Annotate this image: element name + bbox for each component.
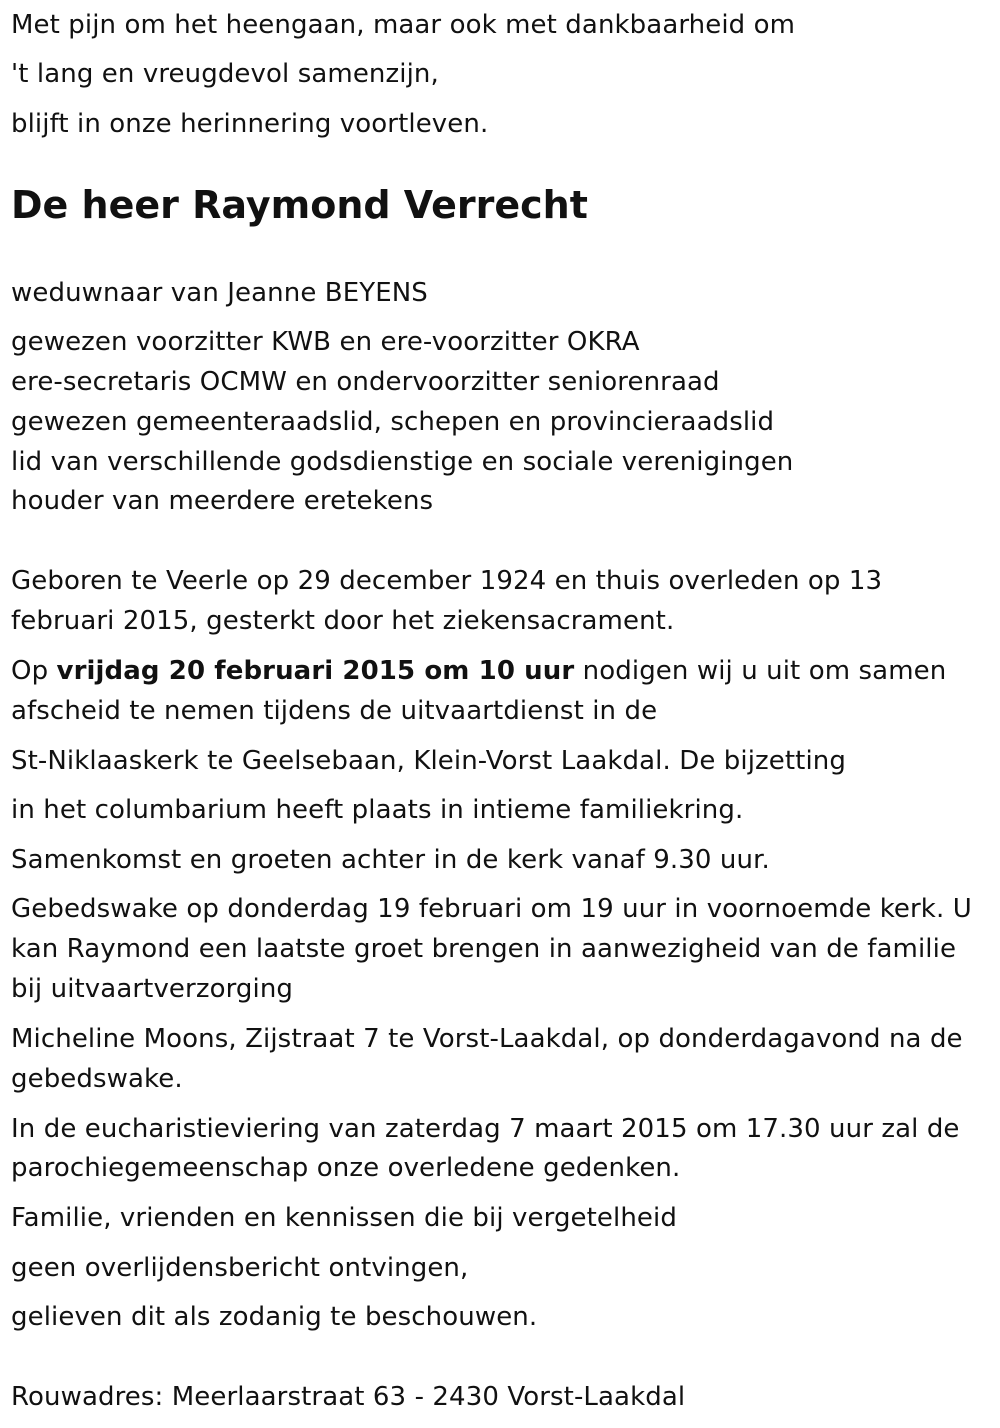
wake-line-1: Gebedswake op donderdag 19 februari om 19 uur in voornoemde kerk. U bbox=[11, 894, 972, 924]
funeral-line-3: St-Niklaaskerk te Geelsebaan, Klein-Vorst Laakdal. De bijzetting bbox=[11, 746, 846, 776]
intro-line-2: 't lang en vreugdevol samenzijn, bbox=[11, 59, 439, 89]
deceased-name: De heer Raymond Verrecht bbox=[11, 183, 588, 227]
closing-line-1: Familie, vrienden en kennissen die bij vergetelheid bbox=[11, 1203, 677, 1233]
eucharist-line-1: In de eucharistieviering van zaterdag 7 maart 2015 om 17.30 uur zal de bbox=[11, 1114, 960, 1144]
funeral-line-1 bbox=[11, 651, 946, 691]
funeral-prefix: Op bbox=[11, 656, 57, 686]
closing-line-3: gelieven dit als zodanig te beschouwen. bbox=[11, 1302, 538, 1332]
funeral-line-5: Samenkomst en groeten achter in de kerk vanaf 9.30 uur. bbox=[11, 845, 770, 875]
birth-line-1: Geboren te Veerle op 29 december 1924 en thuis overleden op 13 bbox=[11, 566, 883, 596]
wake-line-4: Micheline Moons, Zijstraat 7 te Vorst-Laakdal, op donderdagavond na de bbox=[11, 1024, 963, 1054]
role-line-3: gewezen gemeenteraadslid, schepen en provincieraadslid bbox=[11, 407, 775, 437]
role-line-5: houder van meerdere eretekens bbox=[11, 486, 434, 516]
wake-line-2: kan Raymond een laatste groet brengen in aanwezigheid van de familie bbox=[11, 934, 957, 964]
role-line-2: ere-secretaris OCMW en ondervoorzitter seniorenraad bbox=[11, 367, 720, 397]
wake-line-5: gebedswake. bbox=[11, 1064, 183, 1094]
funeral-suffix: nodigen wij u uit om samen bbox=[574, 656, 947, 686]
intro-line-3: blijft in onze herinnering voortleven. bbox=[11, 109, 489, 139]
role-line-1: gewezen voorzitter KWB en ere-voorzitter OKRA bbox=[11, 327, 640, 357]
intro-line-1: Met pijn om het heengaan, maar ook met dankbaarheid om bbox=[11, 10, 796, 40]
closing-line-2: geen overlijdensbericht ontvingen, bbox=[11, 1253, 469, 1283]
funeral-line-4: in het columbarium heeft plaats in intieme familiekring. bbox=[11, 795, 744, 825]
birth-line-2: februari 2015, gesterkt door het ziekensacrament. bbox=[11, 606, 675, 636]
widower-line: weduwnaar van Jeanne BEYENS bbox=[11, 278, 428, 308]
mourning-address: Rouwadres: Meerlaarstraat 63 - 2430 Vorst-Laakdal bbox=[11, 1382, 686, 1412]
wake-line-3: bij uitvaartverzorging bbox=[11, 974, 294, 1004]
funeral-date: vrijdag 20 februari 2015 om 10 uur bbox=[56, 656, 575, 686]
role-line-4: lid van verschillende godsdienstige en sociale verenigingen bbox=[11, 447, 794, 477]
eucharist-line-2: parochiegemeenschap onze overledene gedenken. bbox=[11, 1153, 681, 1183]
funeral-line-2: afscheid te nemen tijdens de uitvaartdienst in de bbox=[11, 696, 658, 726]
